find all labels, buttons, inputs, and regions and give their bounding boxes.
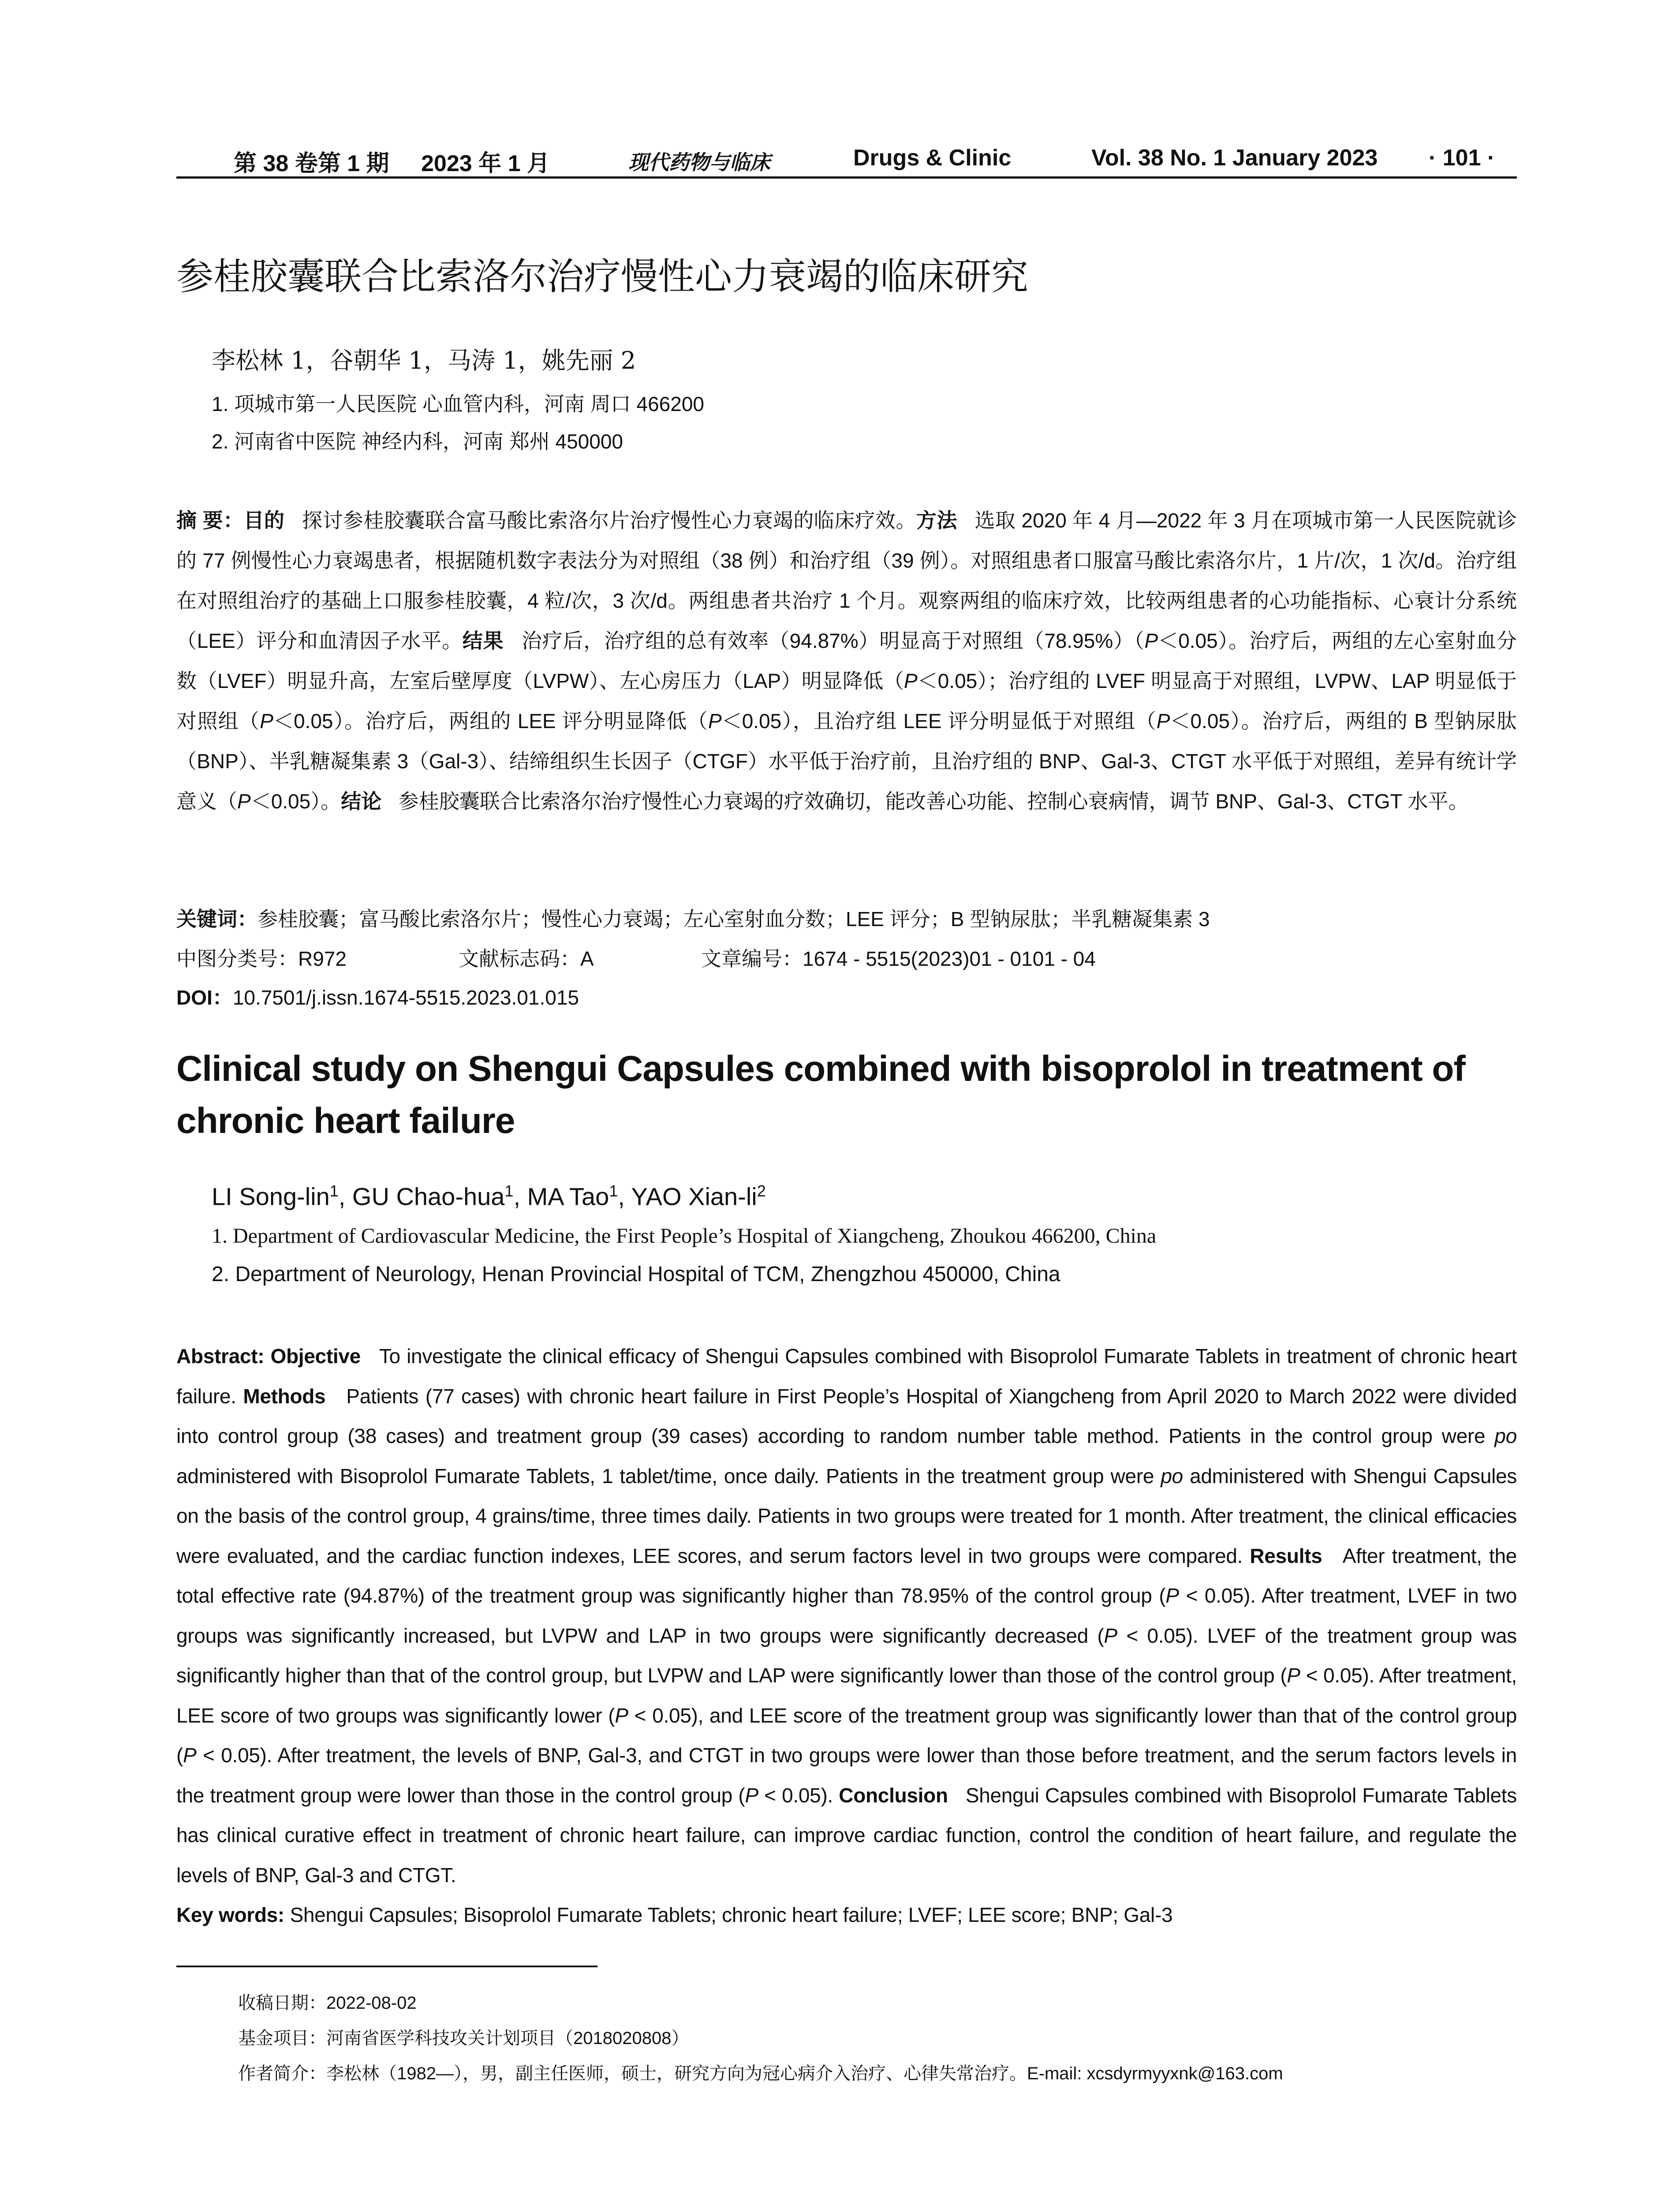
methods-text: 选取 2020 年 4 月—2022 年 3 月在项城市第一人民医院就诊的 77 例慢性心力衰竭患者，根据随机数字表法分为对照组（38 例）和治疗组（39 例）。对照组患者口服富马酸比索洛尔片，1 片/次，1 次/d。治疗组在对照组治疗的基础上口服参桂胶囊，4 粒/次，3 次/d。两组患者共治疗 1 个月。观察两组的临床疗效，比较两组患者的心功能指标、心衰计分系统（LEE）评分和血清因子水平。 bbox=[176, 509, 1517, 652]
p-symbol: P bbox=[615, 1704, 628, 1727]
chinese-keywords bbox=[176, 903, 1210, 932]
results-text: < 0.05). After treatment, LVEF in two groups was significantly increased, but LVPW and LAP in two groups were significantly decreased ( bbox=[176, 1584, 1517, 1647]
conclusion-text: 参桂胶囊联合比索洛尔治疗慢性心力衰竭的疗效确切，能改善心功能、控制心衰病情，调节 BNP、Gal-3、CTGT 水平。 bbox=[398, 790, 1469, 813]
p-symbol: P bbox=[1156, 710, 1170, 733]
document-code: 文献标志码：A bbox=[459, 947, 594, 970]
p-symbol: P bbox=[1144, 629, 1158, 652]
keywords-label: 关键词： bbox=[176, 908, 258, 931]
p-symbol: P bbox=[237, 790, 251, 813]
results-text: After treatment, the total effective rate (94.87%) of the treatment group was significantly higher than 78.95% of the control group ( bbox=[176, 1544, 1517, 1607]
results-text: < 0.05). bbox=[764, 1783, 833, 1807]
author-name: MA Tao bbox=[527, 1182, 609, 1211]
abstract-label: Abstract: bbox=[176, 1345, 265, 1368]
author-affiliation-mark: 1 bbox=[504, 1182, 514, 1200]
fund-project: 基金项目：河南省医学科技攻关计划项目（2018020808） bbox=[238, 2029, 689, 2048]
header-date-cn: 2023 年 1 月 bbox=[421, 151, 550, 176]
p-symbol: P bbox=[1287, 1664, 1300, 1687]
article-number: 文章编号：1674 - 5515(2023)01 - 0101 - 04 bbox=[701, 947, 1096, 970]
p-symbol: P bbox=[1165, 1584, 1179, 1607]
results-text: ＜0.05）。治疗后，两组的左心室射血分数（LVEF）明显升高，左室后壁厚度（LVPW）、左心房压力（LAP）明显降低（ bbox=[176, 629, 1517, 692]
header-journal-en: Drugs & Clinic bbox=[853, 145, 1012, 171]
methods-text: administered with Bisoprolol Fumarate Tablets, 1 tablet/time, once daily. Patients in the treatment group were bbox=[176, 1464, 1154, 1487]
chinese-title: 参桂胶囊联合比索洛尔治疗慢性心力衰竭的临床研究 bbox=[176, 256, 1029, 297]
po-term: po bbox=[1494, 1424, 1517, 1447]
header-rule bbox=[176, 176, 1517, 179]
results-text: < 0.05). After treatment, LEE score of two groups was significantly lower ( bbox=[176, 1664, 1517, 1727]
running-header bbox=[176, 140, 1517, 180]
chinese-authors: 李松林 1，谷朝华 1，马涛 1，姚先丽 2 bbox=[212, 347, 636, 374]
abstract-label: 摘 要： bbox=[176, 509, 244, 532]
p-symbol: P bbox=[745, 1783, 758, 1807]
p-symbol: P bbox=[183, 1744, 197, 1767]
doi-value: 10.7501/j.issn.1674-5515.2023.01.015 bbox=[232, 986, 579, 1009]
english-affiliation-1: 1. Department of Cardiovascular Medicine, the First People’s Hospital of Xiangcheng, Zhoukou 466200, China bbox=[212, 1224, 1157, 1248]
results-label: 结果 bbox=[462, 629, 504, 652]
english-keywords-label: Key words: bbox=[176, 1903, 284, 1926]
english-authors: LI Song-lin$^1$, GU Chao-hua$^1$, MA Tao$^1$, YAO Xian-$li^2$ bbox=[212, 1182, 766, 1211]
objective-label: Objective bbox=[270, 1345, 361, 1368]
methods-label: 方法 bbox=[916, 509, 957, 532]
author-name: GU Chao-hua bbox=[352, 1182, 505, 1211]
results-text: ＜0.05）。治疗后，两组的 LEE 评分明显降低（ bbox=[273, 710, 709, 733]
chinese-abstract bbox=[176, 501, 1517, 822]
author-affiliation-mark: 1 bbox=[329, 1182, 339, 1200]
conclusion-label: Conclusion bbox=[839, 1783, 948, 1807]
footnote-rule bbox=[176, 1966, 597, 1967]
p-symbol: P bbox=[260, 710, 273, 733]
results-text: < 0.05), and LEE score of the treatment group was significantly lower than that of the control group ( bbox=[176, 1704, 1517, 1767]
author-name: YAO Xian-li bbox=[631, 1182, 757, 1211]
keywords-text: 参桂胶囊；富马酸比索洛尔片；慢性心力衰竭；左心室射血分数；LEE 评分；B 型钠尿肽；半乳糖凝集素 3 bbox=[258, 908, 1210, 931]
results-text: 治疗后，治疗组的总有效率（94.87%）明显高于对照组（78.95%）（ bbox=[521, 629, 1145, 652]
objective-text: 探讨参桂胶囊联合富马酸比索洛尔片治疗慢性心力衰竭的临床疗效。 bbox=[302, 509, 916, 532]
header-issue-cn: 第 38 卷第 1 期 bbox=[234, 151, 389, 176]
header-issue-en: Vol. 38 No. 1 January 2023 bbox=[1091, 145, 1378, 171]
results-text: ＜0.05）。 bbox=[250, 790, 341, 813]
chinese-affiliation-1: 1. 项城市第一人民医院 心血管内科，河南 周口 466200 bbox=[212, 392, 704, 415]
methods-text: Patients (77 cases) with chronic heart failure in First People’s Hospital of Xiangcheng from April 2020 to March 2022 were divided into control group (38 cases) and treatment group (39 cases) according to random number table method. Patients in the control group were bbox=[176, 1384, 1517, 1447]
results-label: Results bbox=[1250, 1544, 1322, 1567]
doi-line bbox=[176, 982, 579, 1011]
clc-number: 中图分类号：R972 bbox=[176, 947, 347, 970]
results-text: ＜0.05），且治疗组 LEE 评分明显低于对照组（ bbox=[721, 710, 1157, 733]
english-keywords-text: Shengui Capsules; Bisoprolol Fumarate Tablets; chronic heart failure; LVEF; LEE score; BNP; Gal-3 bbox=[290, 1903, 1173, 1926]
methods-text: administered with Shengui Capsules on the basis of the control group, 4 grains/time, three times daily. Patients in two groups were treated for 1 month. After treatment, the clinical efficacies were evaluated, and the cardiac function indexes, LEE scores, and serum factors level in two groups were compared. bbox=[176, 1464, 1517, 1567]
header-journal-cn: 现代药物与临床 bbox=[628, 150, 770, 174]
p-symbol: P bbox=[904, 669, 918, 692]
english-affiliation-2: 2. Department of Neurology, Henan Provincial Hospital of TCM, Zhengzhou 450000, China bbox=[212, 1263, 1060, 1286]
results-text: ＜0.05）。治疗后，两组的 B 型钠尿肽（BNP）、半乳糖凝集素 3（Gal-3）、结缔组织生长因子（CTGF）水平低于治疗前，且治疗组的 BNP、Gal-3、CTGT 水平低于对照组，差异有统计学意义（ bbox=[176, 710, 1517, 813]
conclusion-label: 结论 bbox=[341, 790, 382, 813]
chinese-affiliation-2: 2. 河南省中医院 神经内科，河南 郑州 450000 bbox=[212, 430, 623, 453]
p-symbol: P bbox=[708, 710, 722, 733]
results-text: < 0.05). After treatment, the levels of BNP, Gal-3, and CTGT in two groups were lower than those before treatment, and the serum factors levels in the treatment group were lower than those in the control group ( bbox=[176, 1744, 1517, 1807]
methods-label: Methods bbox=[243, 1384, 326, 1408]
p-symbol: P bbox=[1104, 1624, 1117, 1647]
author-name: LI Song-lin bbox=[212, 1182, 330, 1211]
results-text: < 0.05). LVEF of the treatment group was significantly higher than that of the control group, but LVPW and LAP were significantly lower than those of the control group ( bbox=[176, 1624, 1517, 1687]
author-bio: 作者简介：李松林（1982—），男，副主任医师，硕士，研究方向为冠心病介入治疗、心律失常治疗。E-mail: xcsdyrmyyxnk@163.com bbox=[238, 2064, 1283, 2083]
author-affiliation-mark: 2 bbox=[757, 1182, 766, 1200]
po-term: po bbox=[1161, 1464, 1183, 1487]
doi-label: DOI： bbox=[176, 986, 233, 1009]
header-page-number: · 101 · bbox=[1429, 145, 1495, 171]
results-text: ＜0.05）；治疗组的 LVEF 明显高于对照组，LVPW、LAP 明显低于对照组（ bbox=[176, 669, 1517, 733]
english-title: Clinical study on Shengui Capsules combined with bisoprolol in treatment of chronic heart failure bbox=[176, 1049, 1465, 1141]
received-date: 收稿日期：2022-08-02 bbox=[238, 1993, 417, 2013]
english-abstract bbox=[176, 1336, 1517, 1935]
classification-line bbox=[176, 943, 1096, 972]
objective-text: To investigate the clinical efficacy of Shengui Capsules combined with Bisoprolol Fumarate Tablets in treatment of chronic heart failure. bbox=[176, 1345, 1517, 1408]
objective-label: 目的 bbox=[243, 509, 285, 532]
conclusion-text: Shengui Capsules combined with Bisoprolol Fumarate Tablets has clinical curative effect in treatment of chronic heart failure, can improve cardiac function, control the condition of heart failure, and regulate the levels of BNP, Gal-3 and CTGT. bbox=[176, 1783, 1517, 1887]
author-affiliation-mark: 1 bbox=[609, 1182, 618, 1200]
